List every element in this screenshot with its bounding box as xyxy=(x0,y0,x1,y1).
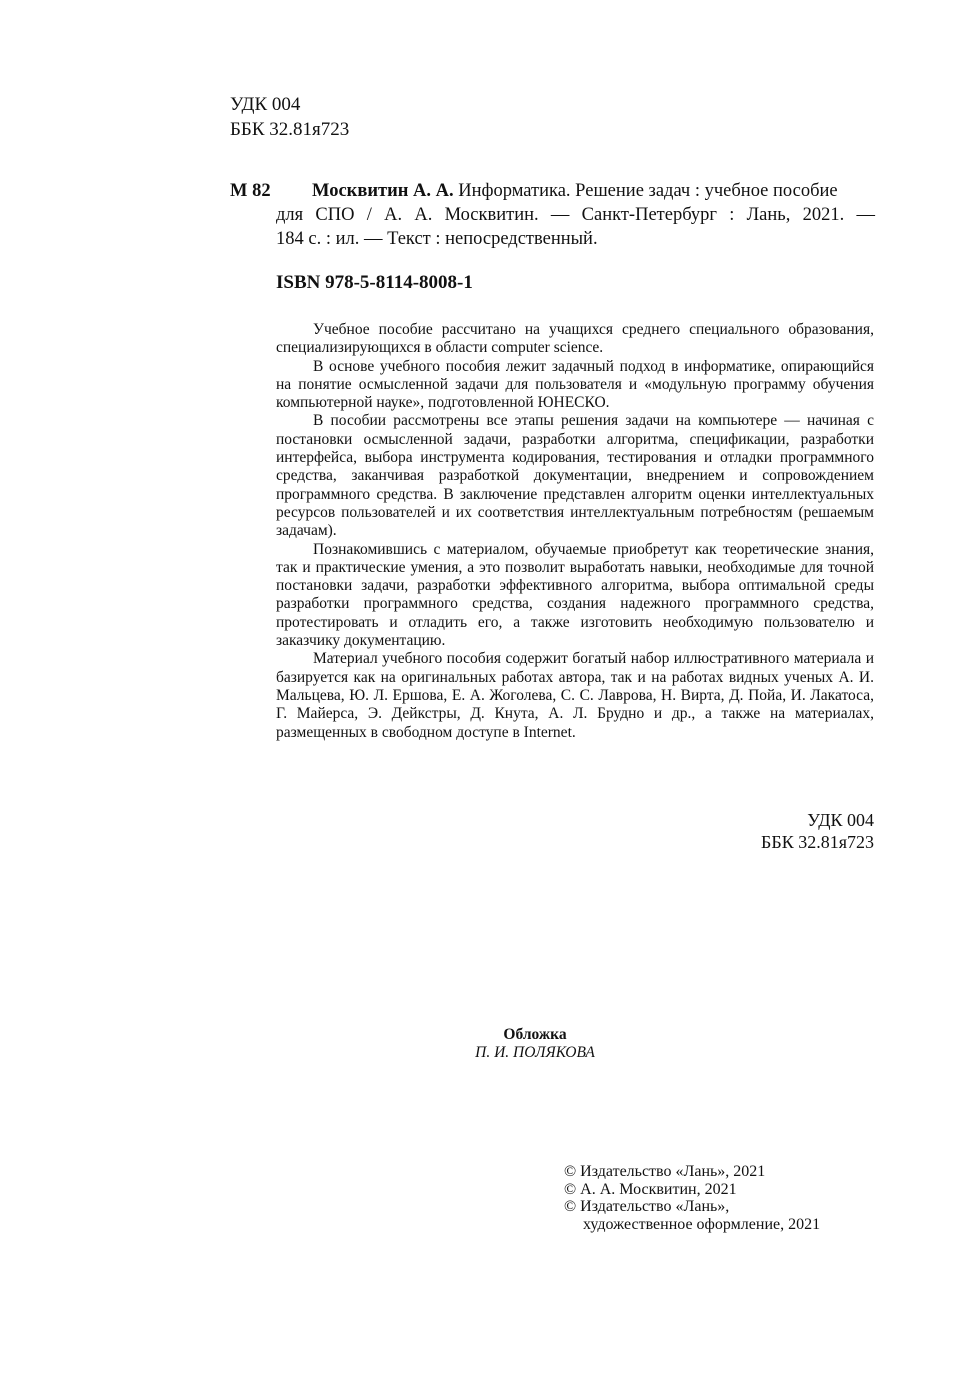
bibliographic-continuation xyxy=(230,203,875,251)
udk-code: УДК 004 xyxy=(230,94,301,115)
physical-description-line: 184 с. : ил. — Текст : непосредственный. xyxy=(276,229,598,249)
copyright-line: © А. А. Москвитин, 2021 xyxy=(564,1180,737,1198)
cover-credit xyxy=(380,1026,690,1062)
bibliographic-description xyxy=(312,179,875,203)
abstract-paragraph: В основе учебного пособия лежит задачный подход в информатике, опирающийся на понятие осмысленной задачи для пользователя и «модульную программу обучения компьютерной науке», подготовленной ЮНЕСКО. xyxy=(276,357,874,412)
copyright-line: © Издательство «Лань», xyxy=(564,1198,730,1215)
abstract-paragraph: Материал учебного пособия содержит богатый набор иллюстративного материала и базируется как на оригинальных работах автора, так и на работах видных ученых А. И. Мальцева, Ю. Л. Ершова, Е. А. Жоголева, С. С. Лаврова, Н. Вирта, Д. Пойа, И. Лакатоса, Г. Майерса, Э. Дейкстры, Д. Кнута, А. Л. Брудно и др., а также на материалах, размещенных в свободном доступе в Internet. xyxy=(276,650,874,741)
copyright-line: © Издательство «Лань», 2021 xyxy=(564,1163,766,1180)
classification-codes-top xyxy=(230,92,349,142)
abstract xyxy=(276,321,874,742)
abstract-paragraph: Познакомившись с материалом, обучаемые приобретут как теоретические знания, так и практические умения, а это позволит выработать навыки, необходимые для точной постановки задачи, разработки эффективного алгоритма, выбора оптимальной среды разработки программного средства, создания надежного программного средства, протестировать и отладить его, а также изготовить необходимую пользователю и заказчику документацию. xyxy=(276,540,874,650)
title-line: Информатика. Решение задач : учебное пособие xyxy=(453,181,838,201)
isbn: ISBN 978-5-8114-8008-1 xyxy=(276,272,473,293)
classification-codes-bottom xyxy=(600,809,874,853)
cover-designer: П. И. ПОЛЯКОВА xyxy=(475,1044,595,1061)
abstract-paragraph: В пособии рассмотрены все этапы решения задачи на компьютере — начиная с постановки осмысленной задачи, разработки алгоритма, спецификации, разработки интерфейса, выбора инструмента кодирования, тестирования и отладки программного средства, заканчивая разработкой документации, внедрением и сопровождением программного средства. В заключение представлен алгоритм оценки интеллектуальных ресурсов пользователей и их соответствия интеллектуальным потребностям (решаемым задачам). xyxy=(276,412,874,540)
author-mark: М 82 xyxy=(230,181,271,201)
udk-code: УДК 004 xyxy=(807,810,874,830)
bibliographic-entry xyxy=(230,179,875,251)
bbk-code: ББК 32.81я723 xyxy=(230,119,350,140)
copyright-line: художественное оформление, 2021 xyxy=(583,1215,821,1233)
abstract-paragraph: Учебное пособие рассчитано на учащихся среднего специального образования, специализирующихся в области computer science. xyxy=(276,321,874,357)
author-name: Москвитин А. А. xyxy=(312,181,454,201)
bbk-code: ББК 32.81я723 xyxy=(761,832,874,852)
copyright-notice xyxy=(564,1163,820,1233)
publisher-line: для СПО / А. А. Москвитин. — Санкт-Петербург : Лань, 2021. — xyxy=(276,205,875,225)
cover-label: Обложка xyxy=(503,1026,567,1043)
